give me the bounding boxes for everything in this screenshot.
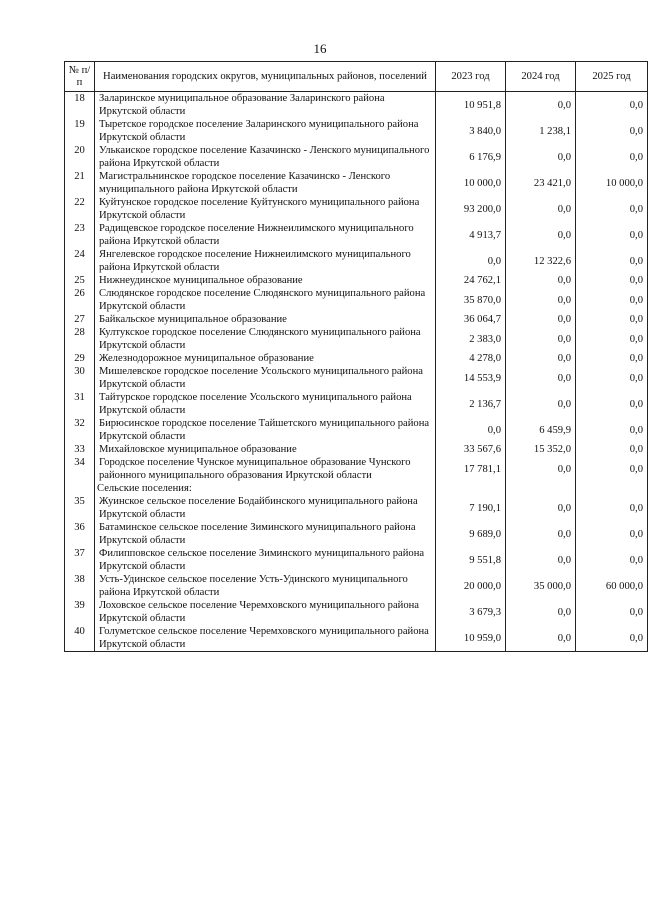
value-2024-cell: 15 352,0 [506, 443, 576, 456]
value-2025-cell: 0,0 [576, 547, 648, 573]
value-2025-cell: 0,0 [576, 352, 648, 365]
table-row [65, 170, 648, 196]
value-2023-cell: 35 870,0 [436, 287, 506, 313]
value-2024-cell: 0,0 [506, 456, 576, 482]
row-number-cell: 20 [65, 144, 95, 170]
value-2025-cell: 0,0 [576, 222, 648, 248]
value-2023-cell: 4 278,0 [436, 352, 506, 365]
municipality-name-cell: Батаминское сельское поселение Зиминского муниципального района Иркутской области [95, 521, 436, 547]
column-header-2023: 2023 год [436, 62, 506, 92]
table-row [65, 92, 648, 119]
value-2025-cell: 0,0 [576, 313, 648, 326]
value-2023-cell: 4 913,7 [436, 222, 506, 248]
municipality-name-cell: Янгелевское городское поселение Нижнеилимского муниципального района Иркутской области [95, 248, 436, 274]
table-row [65, 495, 648, 521]
value-2025-cell: 0,0 [576, 417, 648, 443]
value-2024-cell: 0,0 [506, 391, 576, 417]
table-body [65, 92, 648, 652]
value-2024-cell: 0,0 [506, 625, 576, 652]
value-2023-cell: 0,0 [436, 417, 506, 443]
row-number-cell: 35 [65, 495, 95, 521]
municipality-name-cell: Куйтунское городское поселение Куйтунского муниципального района Иркутской области [95, 196, 436, 222]
row-number-cell: 22 [65, 196, 95, 222]
municipality-name-cell: Городское поселение Чунское муниципальное образование Чунского районного муниципального образования Иркутской области [95, 456, 436, 482]
value-2024-cell: 0,0 [506, 222, 576, 248]
value-2025-cell [576, 482, 648, 495]
municipality-name-cell: Байкальское муниципальное образование [95, 313, 436, 326]
table-row [65, 196, 648, 222]
table-row [65, 287, 648, 313]
value-2025-cell: 0,0 [576, 625, 648, 652]
value-2023-cell: 20 000,0 [436, 573, 506, 599]
value-2024-cell: 0,0 [506, 313, 576, 326]
table-row [65, 118, 648, 144]
municipality-name-cell: Слюдянское городское поселение Слюдянского муниципального района Иркутской области [95, 287, 436, 313]
table-row [65, 391, 648, 417]
table-row [65, 326, 648, 352]
municipality-name-cell: Лоховское сельское поселение Черемховского муниципального района Иркутской области [95, 599, 436, 625]
value-2025-cell: 0,0 [576, 495, 648, 521]
value-2025-cell: 0,0 [576, 144, 648, 170]
table-row [65, 625, 648, 652]
municipality-name-cell: Жуинское сельское поселение Бодайбинского муниципального района Иркутской области [95, 495, 436, 521]
row-number-cell: 30 [65, 365, 95, 391]
value-2024-cell: 35 000,0 [506, 573, 576, 599]
value-2023-cell: 10 959,0 [436, 625, 506, 652]
municipality-name-cell: Култукское городское поселение Слюдянского муниципального района Иркутской области [95, 326, 436, 352]
value-2025-cell: 0,0 [576, 599, 648, 625]
municipality-name-cell: Заларинское муниципальное образование Заларинского района Иркутской области [95, 92, 436, 119]
value-2024-cell: 0,0 [506, 287, 576, 313]
municipality-name-cell: Магистральнинское городское поселение Казачинско - Ленского муниципального района Иркутской области [95, 170, 436, 196]
table-row [65, 313, 648, 326]
table-row [65, 599, 648, 625]
municipality-name-cell: Улькаиское городское поселение Казачинско - Ленского муниципального района Иркутской области [95, 144, 436, 170]
value-2024-cell: 0,0 [506, 352, 576, 365]
value-2025-cell: 10 000,0 [576, 170, 648, 196]
value-2024-cell: 6 459,9 [506, 417, 576, 443]
row-number-cell: 21 [65, 170, 95, 196]
value-2025-cell: 0,0 [576, 443, 648, 456]
row-number-cell: 38 [65, 573, 95, 599]
value-2023-cell: 6 176,9 [436, 144, 506, 170]
column-header-2024: 2024 год [506, 62, 576, 92]
table-row [65, 222, 648, 248]
value-2025-cell: 0,0 [576, 365, 648, 391]
value-2024-cell: 1 238,1 [506, 118, 576, 144]
value-2023-cell: 7 190,1 [436, 495, 506, 521]
row-number-cell: 39 [65, 599, 95, 625]
value-2025-cell: 0,0 [576, 391, 648, 417]
value-2023-cell: 24 762,1 [436, 274, 506, 287]
table-row [65, 352, 648, 365]
row-number-cell: 18 [65, 92, 95, 119]
column-header-2025: 2025 год [576, 62, 648, 92]
page-number: 16 [313, 41, 327, 56]
row-number-cell: 36 [65, 521, 95, 547]
value-2025-cell: 0,0 [576, 196, 648, 222]
row-number-cell: 40 [65, 625, 95, 652]
value-2025-cell: 0,0 [576, 521, 648, 547]
table-row [65, 248, 648, 274]
column-header-name: Наименования городских округов, муниципальных районов, поселений [95, 62, 436, 92]
value-2024-cell: 23 421,0 [506, 170, 576, 196]
section-title: Сельские поселения: [95, 482, 436, 495]
section-row [65, 482, 648, 495]
value-2023-cell: 3 840,0 [436, 118, 506, 144]
municipality-name-cell: Железнодорожное муниципальное образование [95, 352, 436, 365]
value-2024-cell: 0,0 [506, 92, 576, 119]
municipality-name-cell: Нижнеудинское муниципальное образование [95, 274, 436, 287]
value-2024-cell: 0,0 [506, 326, 576, 352]
value-2025-cell: 0,0 [576, 456, 648, 482]
municipality-name-cell: Усть-Удинское сельское поселение Усть-Удинского муниципального района Иркутской области [95, 573, 436, 599]
table-row [65, 573, 648, 599]
row-number-cell: 26 [65, 287, 95, 313]
value-2024-cell: 0,0 [506, 521, 576, 547]
row-number-cell: 28 [65, 326, 95, 352]
value-2024-cell: 0,0 [506, 274, 576, 287]
municipality-name-cell: Бирюсинское городское поселение Тайшетского муниципального района Иркутской области [95, 417, 436, 443]
municipality-name-cell: Михайловское муниципальное образование [95, 443, 436, 456]
value-2023-cell: 10 000,0 [436, 170, 506, 196]
value-2023-cell: 3 679,3 [436, 599, 506, 625]
table-row [65, 365, 648, 391]
row-number-cell [65, 482, 95, 495]
table-row [65, 144, 648, 170]
row-number-cell: 24 [65, 248, 95, 274]
row-number-cell: 31 [65, 391, 95, 417]
row-number-cell: 23 [65, 222, 95, 248]
value-2023-cell: 33 567,6 [436, 443, 506, 456]
value-2024-cell: 0,0 [506, 495, 576, 521]
value-2025-cell: 0,0 [576, 118, 648, 144]
municipality-name-cell: Радищевское городское поселение Нижнеилимского муниципального района Иркутской области [95, 222, 436, 248]
value-2024-cell [506, 482, 576, 495]
value-2024-cell: 0,0 [506, 599, 576, 625]
value-2025-cell: 60 000,0 [576, 573, 648, 599]
value-2023-cell: 10 951,8 [436, 92, 506, 119]
row-number-cell: 25 [65, 274, 95, 287]
table-row [65, 521, 648, 547]
municipality-name-cell: Тыретское городское поселение Заларинского муниципального района Иркутской области [95, 118, 436, 144]
value-2023-cell [436, 482, 506, 495]
value-2023-cell: 14 553,9 [436, 365, 506, 391]
value-2024-cell: 12 322,6 [506, 248, 576, 274]
value-2025-cell: 0,0 [576, 326, 648, 352]
value-2024-cell: 0,0 [506, 196, 576, 222]
row-number-cell: 27 [65, 313, 95, 326]
value-2025-cell: 0,0 [576, 274, 648, 287]
value-2024-cell: 0,0 [506, 365, 576, 391]
municipality-name-cell: Мишелевское городское поселение Усольского муниципального района Иркутской области [95, 365, 436, 391]
budget-table [64, 61, 648, 652]
row-number-cell: 34 [65, 456, 95, 482]
table-row [65, 274, 648, 287]
value-2023-cell: 93 200,0 [436, 196, 506, 222]
row-number-cell: 33 [65, 443, 95, 456]
value-2023-cell: 9 689,0 [436, 521, 506, 547]
value-2023-cell: 0,0 [436, 248, 506, 274]
table-row [65, 456, 648, 482]
table-row [65, 443, 648, 456]
municipality-name-cell: Филипповское сельское поселение Зиминского муниципального района Иркутской области [95, 547, 436, 573]
value-2023-cell: 17 781,1 [436, 456, 506, 482]
row-number-cell: 37 [65, 547, 95, 573]
table-header [65, 62, 648, 92]
table-row [65, 547, 648, 573]
municipality-name-cell: Голуметское сельское поселение Черемховского муниципального района Иркутской области [95, 625, 436, 652]
value-2025-cell: 0,0 [576, 287, 648, 313]
municipality-name-cell: Тайтурское городское поселение Усольского муниципального района Иркутской области [95, 391, 436, 417]
table-row [65, 417, 648, 443]
row-number-cell: 29 [65, 352, 95, 365]
column-header-number: № п/п [65, 62, 95, 92]
value-2025-cell: 0,0 [576, 92, 648, 119]
value-2024-cell: 0,0 [506, 144, 576, 170]
row-number-cell: 32 [65, 417, 95, 443]
value-2025-cell: 0,0 [576, 248, 648, 274]
value-2023-cell: 9 551,8 [436, 547, 506, 573]
value-2024-cell: 0,0 [506, 547, 576, 573]
value-2023-cell: 2 136,7 [436, 391, 506, 417]
value-2023-cell: 2 383,0 [436, 326, 506, 352]
row-number-cell: 19 [65, 118, 95, 144]
value-2023-cell: 36 064,7 [436, 313, 506, 326]
